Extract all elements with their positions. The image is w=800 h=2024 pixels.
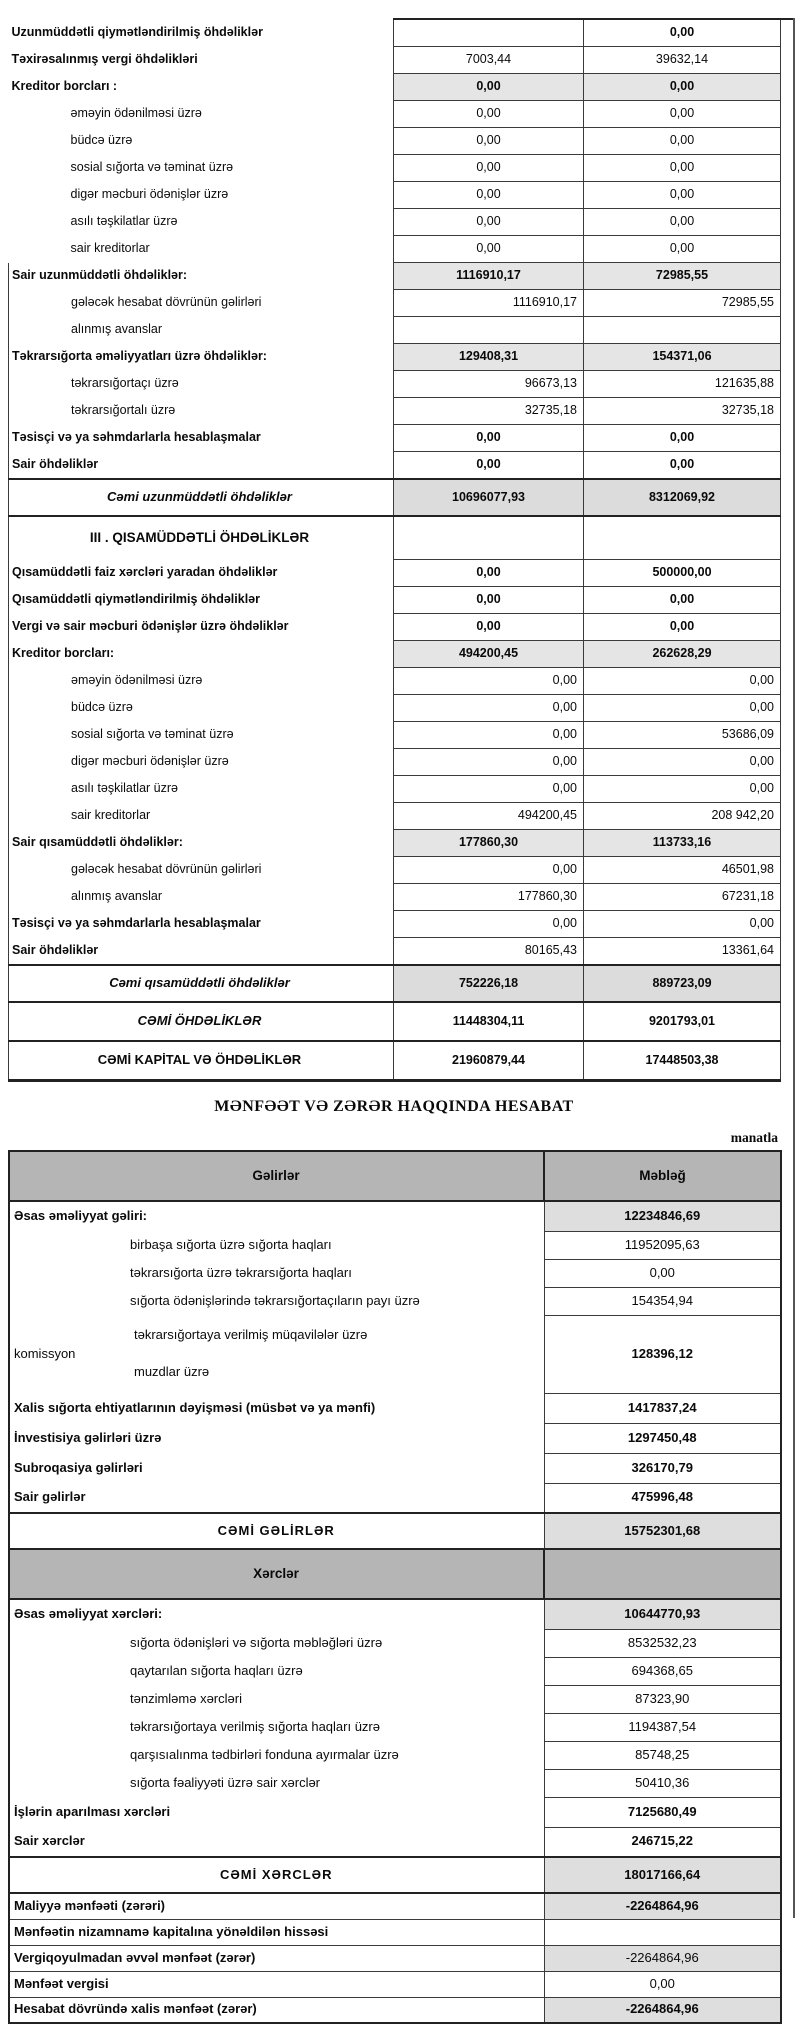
row-value-col2: 0,00 <box>584 776 781 803</box>
table-row <box>9 398 781 425</box>
row-value-col2: 53686,09 <box>584 722 781 749</box>
row-value-col2: 0,00 <box>584 695 781 722</box>
row-value-col2 <box>584 317 781 344</box>
row-value: -2264864,96 <box>544 1997 781 2023</box>
row-value-col1: 0,00 <box>394 668 584 695</box>
row-value-col1: 80165,43 <box>394 938 584 966</box>
table-row <box>9 1713 781 1741</box>
table-row <box>9 587 781 614</box>
row-value-col2: 0,00 <box>584 668 781 695</box>
row-value-col2: 121635,88 <box>584 371 781 398</box>
table-row <box>9 1599 781 1629</box>
table-row <box>9 938 781 966</box>
row-value-col2: 0,00 <box>584 911 781 938</box>
row-label: Təxirəsalınmış vergi öhdəlikləri <box>11 52 198 67</box>
row-value-col1: 10696077,93 <box>394 479 584 516</box>
row-value-col2: 0,00 <box>584 236 781 263</box>
row-label: sığorta fəaliyyəti üzrə sair xərclər <box>130 1774 321 1790</box>
row-label: CƏMİ XƏRCLƏR <box>9 1857 544 1893</box>
table-row <box>9 182 781 209</box>
row-value: -2264864,96 <box>544 1893 781 1919</box>
row-value: 50410,36 <box>544 1769 781 1797</box>
table-row <box>9 1041 781 1081</box>
row-value-col2: 9201793,01 <box>584 1002 781 1041</box>
row-value-col2: 0,00 <box>584 749 781 776</box>
table-row <box>9 47 781 74</box>
table-row <box>9 830 781 857</box>
row-label: digər məcburi ödənişlər üzrə <box>70 187 229 202</box>
row-value-col1: 0,00 <box>394 182 584 209</box>
table-row <box>9 668 781 695</box>
row-label: sair kreditorlar <box>9 803 394 830</box>
balance-sheet-liabilities-table <box>8 18 781 1082</box>
row-value-col1 <box>394 19 584 47</box>
table-row <box>9 1231 781 1259</box>
row-value-col2: 32735,18 <box>584 398 781 425</box>
table-row <box>9 1393 781 1423</box>
row-label: asılı təşkilatlar üzrə <box>70 214 178 229</box>
row-value-col1: 0,00 <box>394 101 584 128</box>
row-value-col2: 208 942,20 <box>584 803 781 830</box>
row-value: 7125680,49 <box>544 1797 781 1827</box>
row-label: tənzimləmə xərcləri <box>130 1690 242 1706</box>
row-value-col1: 32735,18 <box>394 398 584 425</box>
table-row <box>9 695 781 722</box>
row-value-col2: 154371,06 <box>584 344 781 371</box>
row-label: Cəmi qısamüddətli öhdəliklər <box>9 965 394 1002</box>
row-value: 154354,94 <box>544 1287 781 1315</box>
table-row <box>9 209 781 236</box>
row-label-line: muzdlar üzrə <box>134 1364 210 1380</box>
page-edge-line <box>793 18 795 1918</box>
table-row <box>9 1315 781 1393</box>
row-value: 18017166,64 <box>544 1857 781 1893</box>
row-value: 8532532,23 <box>544 1629 781 1657</box>
income-statement-title: MƏNFƏƏT VƏ ZƏRƏR HAQQINDA HESABAT <box>214 1098 574 1115</box>
row-value-col1: 1116910,17 <box>394 290 584 317</box>
row-label: Kreditor borcları : <box>11 79 118 94</box>
table-row <box>9 236 781 263</box>
row-value-col1: 0,00 <box>394 695 584 722</box>
row-value-col1 <box>394 516 584 560</box>
row-label: gələcək hesabat dövrünün gəlirləri <box>9 290 394 317</box>
row-value-col1: 0,00 <box>394 560 584 587</box>
row-label: təkrarsığortaçı üzrə <box>9 371 394 398</box>
row-value-col1: 96673,13 <box>394 371 584 398</box>
row-label: büdcə üzrə <box>9 695 394 722</box>
row-label: CƏMİ GƏLİRLƏR <box>9 1513 544 1549</box>
table-row <box>9 1549 781 1599</box>
row-value: 694368,65 <box>544 1657 781 1685</box>
row-label: Təkrarsığorta əməliyyatları üzrə öhdəliklər: <box>9 344 394 371</box>
table-row <box>9 1997 781 2023</box>
row-label <box>9 1315 544 1393</box>
table-row <box>9 1657 781 1685</box>
row-value-col2: 8312069,92 <box>584 479 781 516</box>
table-row <box>9 19 781 47</box>
row-value-col2: 500000,00 <box>584 560 781 587</box>
row-label: təkrarsığortaya verilmiş sığorta haqları üzrə <box>130 1718 380 1734</box>
row-label-line: təkrarsığortaya verilmiş müqavilələr üzrə <box>134 1326 368 1342</box>
table-row <box>9 74 781 101</box>
row-value-col2: 0,00 <box>584 101 781 128</box>
row-value-col2: 113733,16 <box>584 830 781 857</box>
table-row <box>9 614 781 641</box>
row-label: əməyin ödənilməsi üzrə <box>70 106 202 121</box>
row-label: Sair qısamüddətli öhdəliklər: <box>9 830 394 857</box>
row-value: 0,00 <box>544 1259 781 1287</box>
row-value-col2: 13361,64 <box>584 938 781 966</box>
table-row <box>9 101 781 128</box>
row-value-col2: 0,00 <box>584 614 781 641</box>
row-value-col1: 0,00 <box>394 74 584 101</box>
row-value: 11952095,63 <box>544 1231 781 1259</box>
row-label-line: komissyon <box>14 1345 76 1361</box>
row-label: Sair gəlirlər <box>14 1489 86 1505</box>
table-row <box>9 857 781 884</box>
row-label: Uzunmüddətli qiymətləndirilmiş öhdəliklər <box>11 24 263 39</box>
row-value: 1297450,48 <box>544 1423 781 1453</box>
row-value-col1: 129408,31 <box>394 344 584 371</box>
table-row <box>9 749 781 776</box>
table-row <box>9 911 781 938</box>
row-label: sığorta ödənişlərində təkrarsığortaçıların payı üzrə <box>130 1292 420 1308</box>
table-row <box>9 722 781 749</box>
row-label: Kreditor borcları: <box>9 641 394 668</box>
table-row <box>9 965 781 1002</box>
table-row <box>9 128 781 155</box>
row-label: III . QISAMÜDDƏTLİ ÖHDƏLİKLƏR <box>9 516 394 560</box>
row-label: Əsas əməliyyat gəliri: <box>14 1208 148 1224</box>
row-label: əməyin ödənilməsi üzrə <box>9 668 394 695</box>
row-label: digər məcburi ödənişlər üzrə <box>9 749 394 776</box>
row-label: sığorta ödənişləri və sığorta məbləğləri üzrə <box>130 1634 383 1650</box>
row-label: İnvestisiya gəlirləri üzrə <box>14 1429 162 1445</box>
row-value: 87323,90 <box>544 1685 781 1713</box>
row-label: sosial sığorta və təminat üzrə <box>9 722 394 749</box>
row-value-col2: 0,00 <box>584 587 781 614</box>
row-value: 1194387,54 <box>544 1713 781 1741</box>
table-row <box>9 1259 781 1287</box>
table-row <box>9 1827 781 1857</box>
row-value-col2: 46501,98 <box>584 857 781 884</box>
row-value-col1: 0,00 <box>394 614 584 641</box>
row-label: sosial sığorta və təminat üzrə <box>70 160 234 175</box>
row-label: Sair öhdəliklər <box>9 938 394 966</box>
row-label: təkrarsığorta üzrə təkrarsığorta haqları <box>130 1264 352 1280</box>
row-value-col2: 0,00 <box>584 209 781 236</box>
table-row <box>9 776 781 803</box>
row-label: Təsisçi və ya səhmdarlarla hesablaşmalar <box>9 425 394 452</box>
row-value-col2: 17448503,38 <box>584 1041 781 1081</box>
row-value-col1: 11448304,11 <box>394 1002 584 1041</box>
row-value-col1: 1116910,17 <box>394 263 584 290</box>
table-row <box>9 1919 781 1945</box>
table-row <box>9 516 781 560</box>
table-row <box>9 1151 781 1201</box>
row-value-col2: 262628,29 <box>584 641 781 668</box>
row-value-col2: 0,00 <box>584 74 781 101</box>
table-row <box>9 803 781 830</box>
row-value-col2: 0,00 <box>584 19 781 47</box>
table-row <box>9 1423 781 1453</box>
row-label: Təsisçi və ya səhmdarlarla hesablaşmalar <box>9 911 394 938</box>
row-label: qarşısıalınma tədbirləri fonduna ayırmalar üzrə <box>130 1746 399 1762</box>
table-row <box>9 1857 781 1893</box>
row-label: Xalis sığorta ehtiyatlarının dəyişməsi (müsbət və ya mənfi) <box>14 1399 376 1415</box>
table-row <box>9 1629 781 1657</box>
row-value-col1: 752226,18 <box>394 965 584 1002</box>
row-value-col2: 0,00 <box>584 128 781 155</box>
table-row <box>9 1945 781 1971</box>
table-row <box>9 452 781 480</box>
table-row <box>9 1741 781 1769</box>
row-value <box>544 1919 781 1945</box>
row-value: 12234846,69 <box>544 1201 781 1231</box>
row-value-col1: 0,00 <box>394 911 584 938</box>
table-row <box>9 1971 781 1997</box>
row-value-col2: 0,00 <box>584 425 781 452</box>
row-value-col1: 0,00 <box>394 236 584 263</box>
row-label: Subroqasiya gəlirləri <box>14 1459 143 1475</box>
row-label: Xərclər <box>9 1549 544 1599</box>
row-label: Mənfəətin nizamnamə kapitalına yönəldilən hissəsi <box>9 1919 544 1945</box>
row-value-col1: 0,00 <box>394 209 584 236</box>
row-value: 15752301,68 <box>544 1513 781 1549</box>
row-label: asılı təşkilatlar üzrə <box>9 776 394 803</box>
table-row <box>9 1893 781 1919</box>
row-label: Əsas əməliyyat xərcləri: <box>14 1606 163 1622</box>
row-value: 1417837,24 <box>544 1393 781 1423</box>
row-value-col1: 0,00 <box>394 452 584 480</box>
row-label: Maliyyə mənfəəti (zərəri) <box>9 1893 544 1919</box>
row-value-col1 <box>394 317 584 344</box>
row-value-col2: 72985,55 <box>584 290 781 317</box>
row-value-col2: 889723,09 <box>584 965 781 1002</box>
row-value: 475996,48 <box>544 1483 781 1513</box>
row-value-col1: 494200,45 <box>394 803 584 830</box>
row-label: Vergi və sair məcburi ödənişlər üzrə öhdəliklər <box>9 614 394 641</box>
row-value-col1: 177860,30 <box>394 830 584 857</box>
row-label: Hesabat dövründə xalis mənfəət (zərər) <box>9 1997 544 2023</box>
row-value-col1: 0,00 <box>394 722 584 749</box>
row-value: 10644770,93 <box>544 1599 781 1629</box>
row-value: -2264864,96 <box>544 1945 781 1971</box>
table-row <box>9 317 781 344</box>
row-label: büdcə üzrə <box>70 133 133 148</box>
row-value-col1: 7003,44 <box>394 47 584 74</box>
row-value <box>544 1549 781 1599</box>
table-row <box>9 371 781 398</box>
row-label: CƏMİ ÖHDƏLİKLƏR <box>9 1002 394 1041</box>
row-value-col1: 0,00 <box>394 128 584 155</box>
row-value-col2: 67231,18 <box>584 884 781 911</box>
row-value-col1: 0,00 <box>394 857 584 884</box>
row-value-col2: 72985,55 <box>584 263 781 290</box>
row-label: Sair öhdəliklər <box>9 452 394 480</box>
row-value: Məbləğ <box>544 1151 781 1201</box>
row-value-col1: 0,00 <box>394 425 584 452</box>
row-value-col1: 0,00 <box>394 776 584 803</box>
row-value: 85748,25 <box>544 1741 781 1769</box>
row-value: 0,00 <box>544 1971 781 1997</box>
row-value-col1: 0,00 <box>394 749 584 776</box>
row-value-col1: 21960879,44 <box>394 1041 584 1081</box>
table-row <box>9 263 781 290</box>
row-value-col1: 0,00 <box>394 587 584 614</box>
table-row <box>9 155 781 182</box>
table-row <box>9 1483 781 1513</box>
table-row <box>9 884 781 911</box>
row-label: Vergiqoyulmadan əvvəl mənfəət (zərər) <box>9 1945 544 1971</box>
table-row <box>9 641 781 668</box>
table-row <box>9 1797 781 1827</box>
row-value: 326170,79 <box>544 1453 781 1483</box>
table-row <box>9 1287 781 1315</box>
currency-note: manatla <box>730 1130 778 1145</box>
row-label: Qısamüddətli faiz xərcləri yaradan öhdəliklər <box>9 560 394 587</box>
row-label: gələcək hesabat dövrünün gəlirləri <box>9 857 394 884</box>
table-row <box>9 1201 781 1231</box>
row-value-col2: 0,00 <box>584 155 781 182</box>
row-label: CƏMİ KAPİTAL VƏ ÖHDƏLİKLƏR <box>9 1041 394 1081</box>
table-row <box>9 479 781 516</box>
table-row <box>9 1769 781 1797</box>
row-label: birbaşa sığorta üzrə sığorta haqları <box>130 1236 332 1252</box>
scanned-financial-report-page <box>0 18 800 2017</box>
income-statement-table <box>8 1150 782 2024</box>
row-value-col1: 0,00 <box>394 155 584 182</box>
row-label: Gəlirlər <box>9 1151 544 1201</box>
row-value: 246715,22 <box>544 1827 781 1857</box>
row-value: 128396,12 <box>544 1315 781 1393</box>
table-row <box>9 1002 781 1041</box>
row-value-col2: 39632,14 <box>584 47 781 74</box>
row-label: Cəmi uzunmüddətli öhdəliklər <box>9 479 394 516</box>
row-value-col2: 0,00 <box>584 182 781 209</box>
table-row <box>9 1685 781 1713</box>
cut-off-row-border <box>393 18 794 20</box>
table-row <box>9 425 781 452</box>
row-value-col1: 494200,45 <box>394 641 584 668</box>
row-label: alınmış avanslar <box>9 317 394 344</box>
row-value-col1: 177860,30 <box>394 884 584 911</box>
row-label: sair kreditorlar <box>70 241 150 256</box>
row-label: qaytarılan sığorta haqları üzrə <box>130 1662 303 1678</box>
row-label: Qısamüddətli qiymətləndirilmiş öhdəliklər <box>9 587 394 614</box>
row-label: İşlərin aparılması xərcləri <box>14 1803 171 1819</box>
row-label: Mənfəət vergisi <box>9 1971 544 1997</box>
row-value-col2 <box>584 516 781 560</box>
table-row <box>9 1453 781 1483</box>
row-label: alınmış avanslar <box>9 884 394 911</box>
table-row <box>9 560 781 587</box>
table-row <box>9 1513 781 1549</box>
row-value-col2: 0,00 <box>584 452 781 480</box>
row-label: Sair uzunmüddətli öhdəliklər: <box>9 263 394 290</box>
table-row <box>9 290 781 317</box>
row-label: təkrarsığortalı üzrə <box>9 398 394 425</box>
row-label: Sair xərclər <box>14 1833 85 1849</box>
table-row <box>9 344 781 371</box>
